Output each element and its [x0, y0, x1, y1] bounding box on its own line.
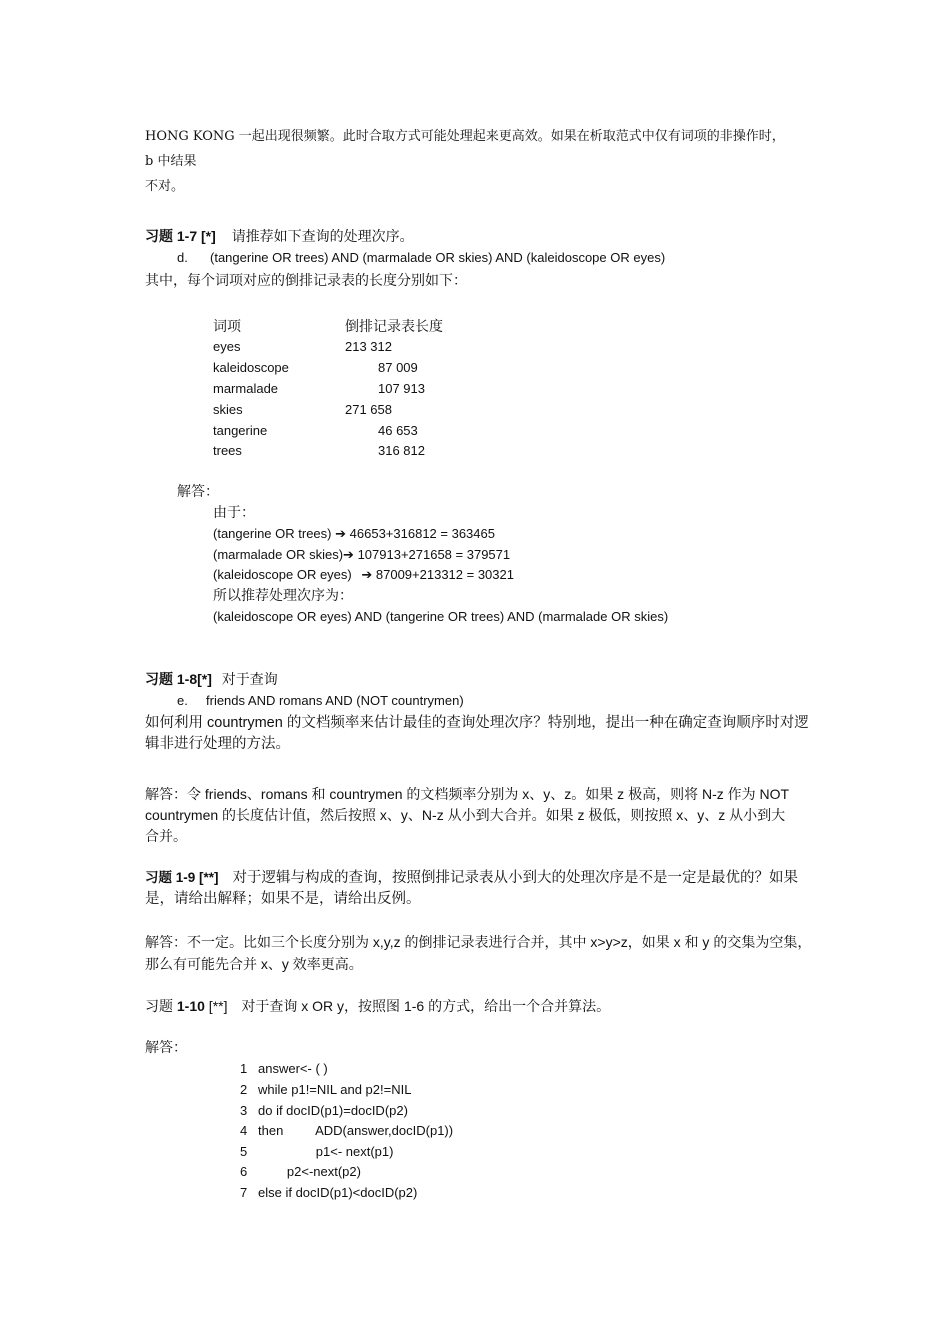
exercise-1-7-query: (tangerine OR trees) AND (marmalade OR skies) AND (kaleidoscope OR eyes) [210, 250, 666, 265]
table-row-length: 46 653 [378, 423, 418, 438]
calc-2-expr: (marmalade OR skies) [213, 547, 344, 562]
exercise-1-8-title: 对于查询 [221, 671, 278, 687]
code-line-text: else if docID(p1)<docID(p2) [258, 1185, 418, 1200]
code-line-text: do if docID(p1)=docID(p2) [258, 1103, 408, 1118]
code-line-number: 7 [240, 1185, 248, 1200]
table-row-length: 316 812 [378, 443, 425, 458]
exercise-1-8-question-1: 如何利用 countrymen 的文档频率来估计最佳的查询处理次序？特别地，提出一种在确定查询顺序时对逻 [145, 715, 809, 731]
exercise-1-10-answer-label: 解答： [145, 1039, 187, 1055]
exercise-1-9-label: 习题 1-9 [**] [145, 870, 219, 885]
exercise-1-7-description: 其中，每个词项对应的倒排记录表的长度分别如下： [145, 272, 467, 288]
code-line-number: 3 [240, 1103, 248, 1118]
arrow-right-icon: ➔ [343, 547, 354, 562]
exercise-1-10-title: 对于查询 x OR y，按照图 1-6 的方式，给出一个合并算法。 [241, 998, 611, 1014]
code-line-text: while p1!=NIL and p2!=NIL [258, 1082, 412, 1097]
exercise-1-9-question-1: 对于逻辑与构成的查询，按照倒排记录表从小到大的处理次序是不是一定是最优的？如果 [232, 870, 799, 886]
calc-3-result: 87009+213312 = 30321 [375, 567, 514, 582]
table-header-term: 词项 [213, 318, 241, 334]
table-row-term: eyes [213, 339, 241, 354]
calc-1-result: 46653+316812 = 363465 [349, 526, 495, 541]
calc-2-result: 107913+271658 = 379571 [357, 547, 511, 562]
code-line-text: then ADD(answer,docID(p1)) [258, 1123, 454, 1138]
code-line-number: 1 [240, 1061, 248, 1076]
exercise-1-8-answer-2: countrymen 的长度估计值，然后按照 x、y、N-z 从小到大合并。如果 z 极低，则按照 x、y、z 从小到大 [145, 807, 786, 823]
code-line-text: p1<- next(p1) [258, 1144, 394, 1159]
exercise-1-7-item-marker: d. [177, 250, 188, 265]
table-row-length: 271 658 [345, 402, 392, 417]
table-row-term: skies [213, 402, 243, 417]
exercise-1-9-question-2: 是，请给出解释；如果不是，请给出反例。 [145, 891, 421, 907]
code-line-number: 5 [240, 1144, 248, 1159]
table-row-length: 213 312 [345, 339, 392, 354]
exercise-1-10-stars: [**] [204, 998, 228, 1014]
recommended-order: (kaleidoscope OR eyes) AND (tangerine OR trees) AND (marmalade OR skies) [213, 609, 669, 624]
intro-line-1: HONG KONG 一起出现很频繁。此时合取方式可能处理起来更高效。如果在析取范式中仅有词项的非操作时， [145, 129, 785, 144]
arrow-right-icon: ➔ [335, 526, 347, 541]
recommended-order-label: 所以推荐处理次序为： [213, 587, 353, 603]
table-row-length: 107 913 [378, 381, 425, 396]
code-line-number: 2 [240, 1082, 248, 1097]
exercise-1-7-heading [145, 228, 414, 246]
intro-line-2: b 中结果 [145, 154, 197, 169]
calc-line-3 [213, 567, 514, 583]
calc-line-2 [213, 547, 510, 563]
table-row-term: tangerine [213, 423, 268, 438]
exercise-1-8-item-marker: e. [177, 693, 188, 708]
code-line-text: answer<- ( ) [258, 1061, 328, 1076]
exercise-1-10-prefix: 习题 [145, 998, 177, 1014]
exercise-1-8-answer-3: 合并。 [145, 828, 187, 844]
exercise-1-9-answer-1: 解答：不一定。比如三个长度分别为 x,y,z 的倒排记录表进行合并，其中 x>y>z，如果 x 和 y 的交集为空集， [145, 934, 812, 950]
exercise-1-8-heading [145, 671, 278, 689]
exercise-1-8-question-2: 辑非进行处理的方法。 [145, 736, 290, 752]
exercise-1-9-heading [145, 869, 798, 887]
calc-1-expr: (tangerine OR trees) [213, 526, 332, 541]
table-row-length: 87 009 [378, 360, 418, 375]
exercise-1-9-answer-2: 那么有可能先合并 x、y 效率更高。 [145, 956, 363, 972]
arrow-right-icon: ➔ [361, 567, 373, 582]
exercise-1-10-label: 1-10 [176, 998, 205, 1014]
intro-line-3: 不对。 [145, 179, 185, 194]
exercise-1-8-answer-1: 解答：令 friends、romans 和 countrymen 的文档频率分别为 x、y、z。如果 z 极高，则将 N-z 作为 NOT [145, 786, 790, 802]
exercise-1-8-label: 习题 1-8[*] [145, 671, 212, 687]
calc-3-expr: (kaleidoscope OR eyes) [213, 567, 352, 582]
table-header-length: 倒排记录表长度 [345, 318, 443, 334]
code-line-text: p2<-next(p2) [258, 1164, 361, 1179]
table-row-term: trees [213, 443, 242, 458]
table-row-term: kaleidoscope [213, 360, 289, 375]
code-line-number: 6 [240, 1164, 248, 1179]
because-label: 由于： [213, 504, 255, 520]
exercise-1-7-label: 习题 1-7 [*] [145, 228, 216, 244]
table-row-term: marmalade [213, 381, 279, 396]
exercise-1-7-answer-label: 解答： [177, 483, 219, 499]
exercise-1-10-heading [145, 998, 610, 1016]
code-line-number: 4 [240, 1123, 248, 1138]
exercise-1-7-title: 请推荐如下查询的处理次序。 [231, 228, 414, 244]
exercise-1-8-query: friends AND romans AND (NOT countrymen) [206, 693, 464, 708]
calc-line-1 [213, 526, 495, 542]
